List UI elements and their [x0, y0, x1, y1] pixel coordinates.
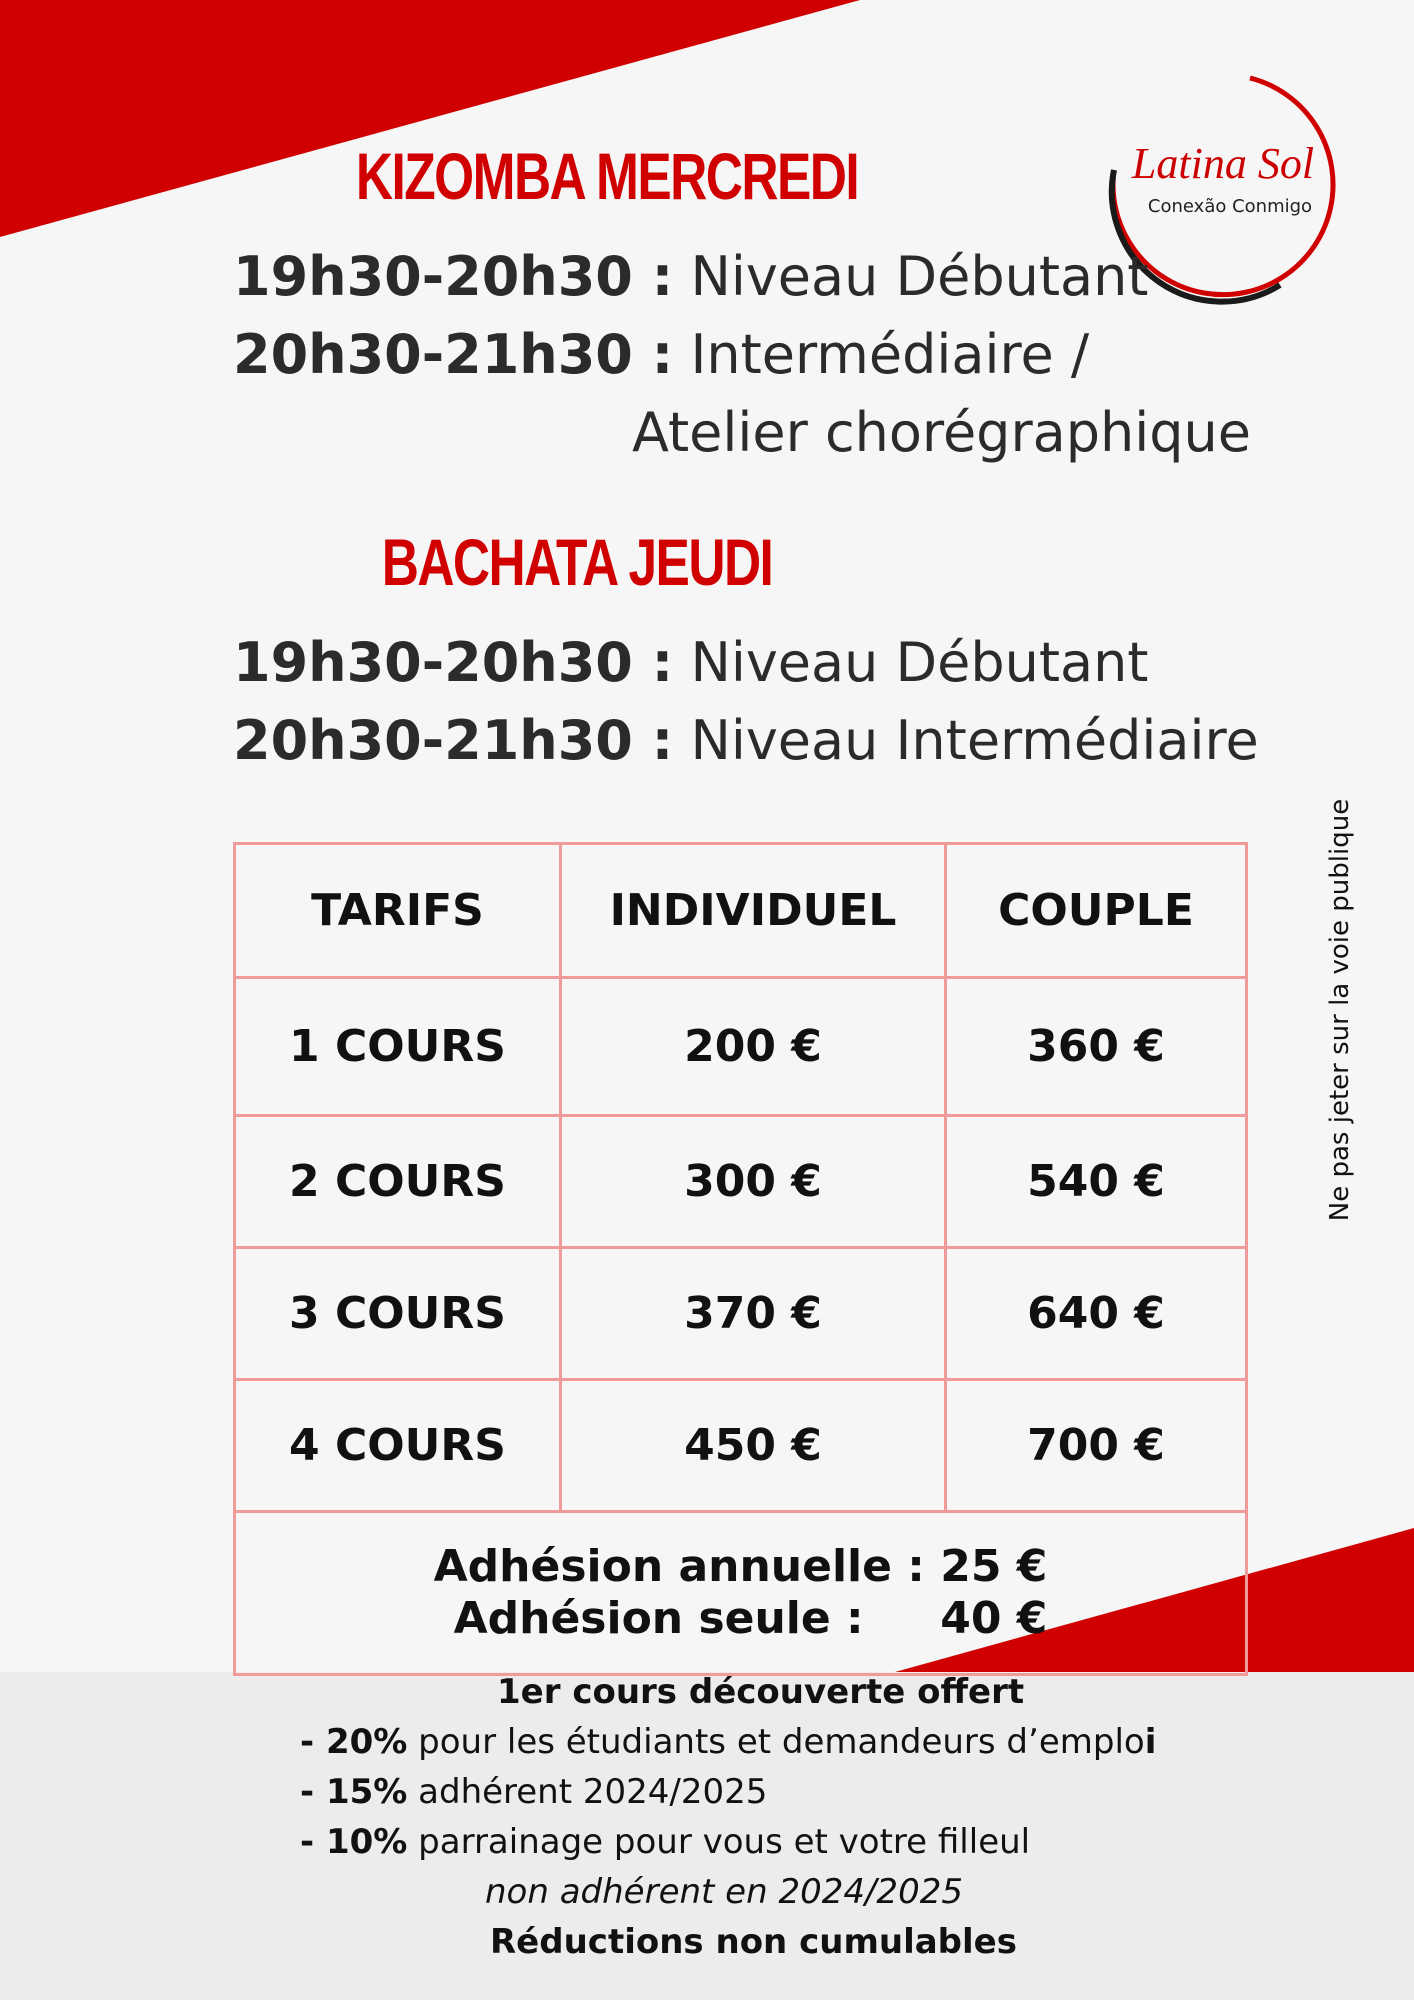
table-header-row: [235, 844, 1247, 978]
discount-20: [300, 1722, 1156, 1762]
kizomba-continuation: Atelier chorégraphique: [632, 401, 1251, 464]
bachata-row-1: [233, 624, 1148, 702]
bachata-time-2: 20h30-21h30 :: [233, 709, 674, 772]
row-label: 2 COURS: [235, 1116, 561, 1248]
discount-20-end: i: [1144, 1722, 1157, 1762]
side-note: Ne pas jeter sur la voie publique: [1325, 798, 1355, 1222]
adhesion-row: [235, 1512, 1247, 1675]
discount-20-pct: - 20%: [300, 1722, 408, 1762]
couple-price: 360 €: [946, 978, 1247, 1116]
bachata-title: BACHATA JEUDI: [381, 525, 773, 599]
discount-15: [300, 1772, 767, 1812]
kizomba-level-1: Niveau Débutant: [690, 245, 1149, 308]
kizomba-time-2: 20h30-21h30 :: [233, 323, 674, 386]
row-label: 4 COURS: [235, 1380, 561, 1512]
discount-10-pct: - 10%: [300, 1822, 408, 1862]
couple-price: 700 €: [946, 1380, 1247, 1512]
non-cumulable-line: Réductions non cumulables: [490, 1922, 1017, 1962]
discount-15-pct: - 15%: [300, 1772, 408, 1812]
table-row: [235, 1248, 1247, 1380]
kizomba-title: KIZOMBA MERCREDI: [355, 139, 859, 213]
bachata-level-1: Niveau Débutant: [690, 631, 1149, 694]
individuel-price: 370 €: [561, 1248, 946, 1380]
pricing-table: [233, 842, 1248, 1676]
table-row: [235, 978, 1247, 1116]
individuel-price: 200 €: [561, 978, 946, 1116]
individuel-price: 300 €: [561, 1116, 946, 1248]
bachata-row-2: [233, 702, 1259, 780]
discount-15-text: adhérent 2024/2025: [407, 1772, 768, 1812]
bachata-level-2: Niveau Intermédiaire: [690, 709, 1259, 772]
kizomba-row-2: [233, 316, 1089, 394]
adhesion-cell: [235, 1512, 1247, 1675]
discount-10-text: parrainage pour vous et votre filleul: [407, 1822, 1031, 1862]
table-row: [235, 1116, 1247, 1248]
individuel-price: 450 €: [561, 1380, 946, 1512]
couple-price: 640 €: [946, 1248, 1247, 1380]
logo-brand: Latina Sol: [1131, 139, 1315, 188]
adhesion-annuelle: Adhésion annuelle : 25 €: [433, 1541, 1048, 1592]
row-label: 1 COURS: [235, 978, 561, 1116]
kizomba-time-1: 19h30-20h30 :: [233, 245, 674, 308]
discount-10-sub: non adhérent en 2024/2025: [485, 1872, 963, 1912]
bachata-time-1: 19h30-20h30 :: [233, 631, 674, 694]
kizomba-level-2: Intermédiaire /: [690, 323, 1090, 386]
discount-20-text: pour les étudiants et demandeurs d’emplo: [407, 1722, 1145, 1762]
logo-tagline: Conexão Conmigo: [1147, 196, 1313, 217]
header-tarifs: TARIFS: [235, 844, 561, 978]
row-label: 3 COURS: [235, 1248, 561, 1380]
header-individuel: INDIVIDUEL: [561, 844, 946, 978]
adhesion-seule: Adhésion seule : 40 €: [453, 1593, 1048, 1644]
couple-price: 540 €: [946, 1116, 1247, 1248]
kizomba-row-1: [233, 238, 1148, 316]
discount-10: [300, 1822, 1030, 1862]
header-couple: COUPLE: [946, 844, 1247, 978]
offer-line: 1er cours découverte offert: [497, 1672, 1025, 1712]
table-row: [235, 1380, 1247, 1512]
